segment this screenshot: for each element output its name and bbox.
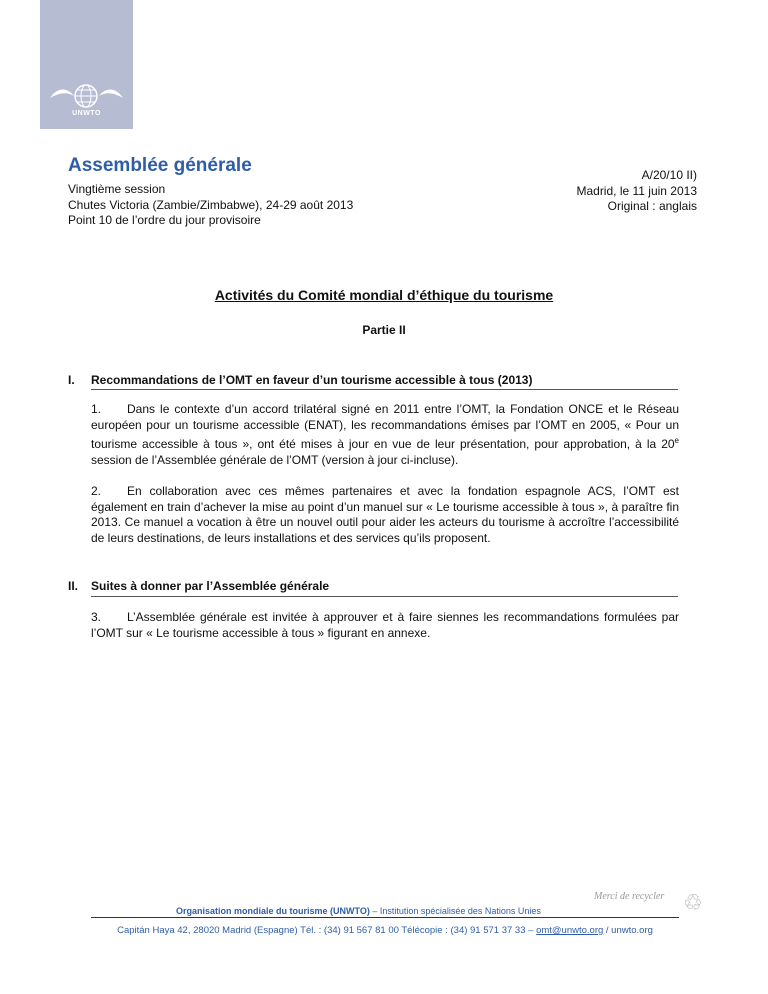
paragraph-1 — [91, 402, 679, 468]
doc-ref: A/20/10 II) — [641, 168, 697, 182]
section-1-divider — [91, 389, 678, 390]
location-line: Chutes Victoria (Zambie/Zimbabwe), 24-29 août 2013 — [68, 197, 354, 212]
paragraph-1-text-end: session de l’Assemblée générale de l’OMT (version à jour ci-incluse). — [91, 452, 459, 467]
doc-date: Madrid, le 11 juin 2013 — [576, 183, 697, 198]
recycle-note: Merci de recycler — [594, 891, 665, 902]
paragraph-1-number: 1. — [91, 402, 102, 416]
session-info — [68, 182, 353, 229]
session-line: Vingtième session — [68, 182, 166, 196]
recycle-icon: ♲ — [683, 890, 703, 915]
section-2-title: Suites à donner par l’Assemblée générale — [91, 579, 330, 593]
section-2-number: II. — [68, 579, 79, 593]
footer-address — [91, 925, 679, 936]
paragraph-1-superscript: e — [674, 436, 679, 445]
doc-original-language: Original : anglais — [607, 199, 697, 213]
unwto-logo — [40, 0, 133, 129]
paragraph-2 — [91, 484, 679, 546]
logo-label: UNWTO — [72, 110, 101, 117]
document-title: Activités du Comité mondial d’éthique du tourisme — [214, 287, 554, 303]
footer-address-text: Capitán Haya 42, 28020 Madrid (Espagne) Tél. : (34) 91 567 81 00 Télécopie : (34) 91 571 37 33 – — [117, 925, 537, 936]
section-2-divider — [91, 596, 678, 597]
paragraph-1-text: Dans le contexte d’un accord trilatéral signé en 2011 entre l’OMT, la Fondation ONCE et le Réseau européen pour un tourisme accessible (ENAT), les recommandations émises par l’OMT en 2005, « Pour un tourisme accessible à tous », ont été mises à jour en vue de leur présentation, pour approbation, à la 20 — [91, 402, 679, 451]
footer-org-desc: – Institution spécialisée des Nations Unies — [369, 906, 541, 916]
paragraph-2-number: 2. — [91, 484, 102, 498]
document-reference — [576, 168, 697, 215]
globe-icon — [48, 84, 125, 110]
footer-org-name: Organisation mondiale du tourisme (UNWTO) — [176, 906, 370, 916]
document-part: Partie II — [362, 323, 406, 337]
footer-divider — [91, 917, 679, 918]
footer-organization — [176, 906, 541, 916]
assembly-title: Assemblée générale — [68, 155, 252, 176]
agenda-line: Point 10 de l’ordre du jour provisoire — [68, 213, 261, 227]
footer-website: / unwto.org — [603, 925, 653, 936]
footer-email-link[interactable]: omt@unwto.org — [536, 925, 604, 936]
section-1-title: Recommandations de l’OMT en faveur d’un tourisme accessible à tous (2013) — [91, 373, 533, 387]
paragraph-3 — [91, 610, 679, 641]
paragraph-3-number: 3. — [91, 610, 102, 624]
paragraph-2-text: En collaboration avec ces mêmes partenaires et avec la fondation espagnole ACS, l’OMT est également en train d’achever la mise au point d’un manuel sur « Le tourisme accessible à tous », à paraître fin 2013. Ce manuel a vocation à être un nouvel outil pour aider les acteurs du tourisme à accroître l’accessibilité de leurs destinations, de leurs installations et des services qu’ils proposent. — [91, 484, 679, 545]
section-1-number: I. — [68, 373, 75, 387]
paragraph-3-text: L’Assemblée générale est invitée à approuver et à faire siennes les recommandations formulées par l’OMT sur « Le tourisme accessible à tous » figurant en annexe. — [91, 610, 679, 640]
